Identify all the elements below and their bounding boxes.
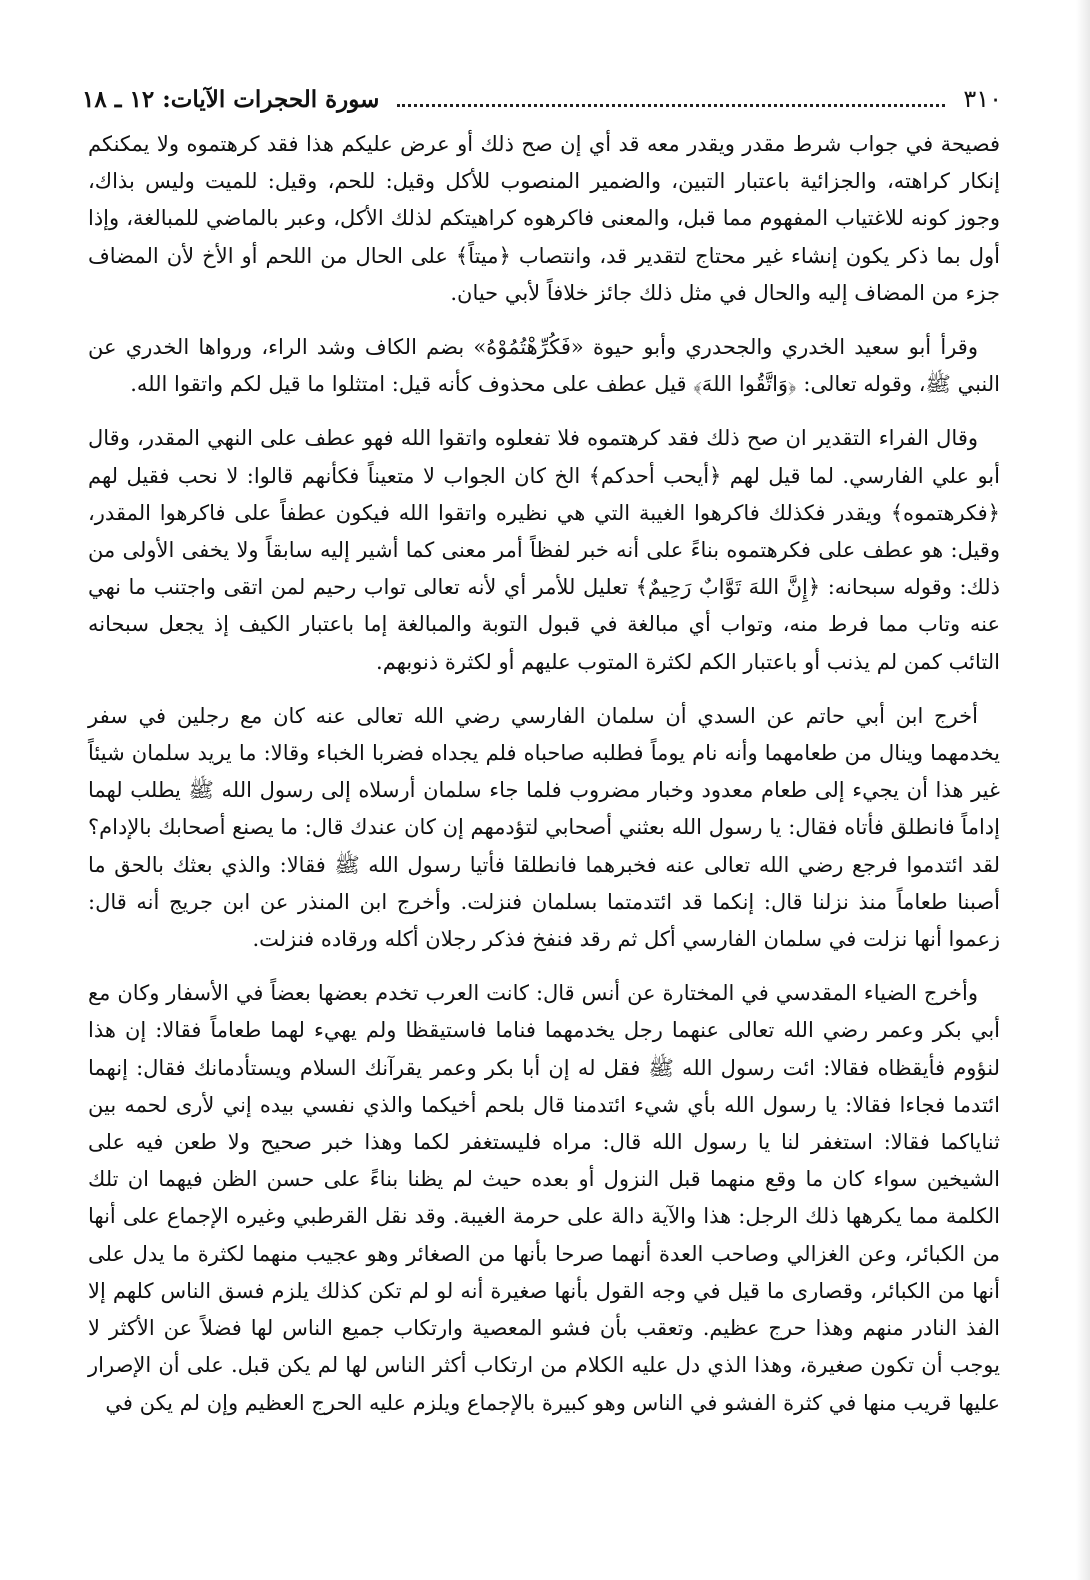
paragraph-5: وأخرج الضياء المقدسي في المختارة عن أنس قال: كانت العرب تخدم بعضها بعضاً في الأسفار وكان مع أبي بكر وعمر رضي الله تعالى عنهما رجل يخدمهما فناما فاستيقظا ولم يهيء لهما طعاماً فقالا: إن هذا لنؤوم فأيقظاه فقالا: ائت رسول الله ﷺ فقل له إن أبا بكر وعمر يقرآنك السلام ويستأدمانك فقال: إنهما ائتدما فجاءا فقالا: يا رسول الله بأي شيء ائتدمنا قال بلحم أخيكما والذي نفسي بيده إني لأرى لحمه بين ثناياكما فقالا: استغفر لنا يا رسول الله قال: مراه فليستغفر لكما وهذا خبر صحيح ولا طعن فيه على الشيخين سواء كان ما وقع منهما قبل النزول أو بعده حيث لم يظنا بناءً على حسن الظن فيهما ان تلك الكلمة مما يكرهها ذلك الرجل: هذا والآية دالة على حرمة الغيبة. وقد نقل القرطبي وغيره الإجماع على أنها من الكبائر، وعن الغزالي وصاحب العدة أنهما صرحا بأنها من الصغائر وهو عجيب منهما لكثرة ما يدل على أنها من الكبائر، وقصارى ما قيل في وجه القول بأنها صغيرة أنه لو لم تكن كذلك يلزم فسق الناس كلهم إلا الفذ النادر منهم وهذا حرج عظيم. وتعقب بأن فشو المعصية وارتكاب جميع الناس لها فضلاً عن الأكثر لا يوجب أن تكون صغيرة، وهذا الذي دل عليه الكلام من ارتكاب أكثر الناس لها لم يكن قبل. على أن الإصرار عليها قريب منها في كثرة الفشو في الناس وهو كبيرة بالإجماع ويلزم عليه الحرج العظيم وإن لم يكن في <box>88 981 1000 1415</box>
paragraph-1: فصيحة في جواب شرط مقدر ويقدر معه قد أي إن صح ذلك أو عرض عليكم هذا فقد كرهتموه ولا يمكنكم إنكار كراهته، والجزائية باعتبار التبين، والضمير المنصوب للأكل وقيل: للحم، وقيل: للميت وليس بذاك، وجوز كونه للاغتياب المفهوم مما قبل، والمعنى فاكرهوه كراهيتكم لذلك الأكل، وعبر بالماضي للمبالغة، وإذا أول بما ذكر يكون إنشاء غير محتاج لتقدير قد، وانتصاب ﴿ميتاً﴾ على الحال من اللحم أو الأخ لأن المضاف جزء من المضاف إليه والحال في مثل ذلك جائز خلافاً لأبي حيان. <box>88 132 1000 305</box>
scan-edge-shadow <box>1076 0 1090 1580</box>
paragraph-3: وقال الفراء التقدير ان صح ذلك فقد كرهتموه فلا تفعلوه واتقوا الله فهو عطف على النهي المقدر، وقال أبو علي الفارسي. لما قيل لهم ﴿أيحب أحدكم﴾ الخ كان الجواب لا متعيناً فكأنهم قالوا: لا نحب فقيل لهم ﴿فكرهتموه﴾ ويقدر فكذلك فاكرهوا الغيبة التي هي نظيره واتقوا الله فيكون عطفاً على فاكرهوا المقدر، وقيل: هو عطف على فكرهتموه بناءً على أنه خبر لفظاً أمر معنى كما أشير إليه سابقاً ولا يخفى الأولى من ذلك: وقوله سبحانه: ﴿إِنَّ اللهَ تَوَّابٌ رَحِيمٌ﴾ تعليل للأمر أي لأنه تعالى تواب رحيم لمن اتقى واجتنب ما نهي عنه وتاب مما فرط منه، وتواب أي مبالغة في قبول التوبة والمبالغة إما باعتبار الكيف إذ يجعل سبحانه التائب كمن لم يذنب أو باعتبار الكم لكثرة المتوب عليهم أو لكثرة ذنوبهم. <box>88 426 1000 674</box>
surah-title: سورة الحجرات الآيات: ١٢ ـ ١٨ <box>82 85 380 113</box>
header-dotted-leader <box>397 104 945 107</box>
paragraph-4: أخرج ابن أبي حاتم عن السدي أن سلمان الفارسي رضي الله تعالى عنه كان مع رجلين في سفر يخدمهما وينال من طعامهما وأنه نام يوماً فطلبه صاحباه فلم يجداه فضربا الخباء وقالا: ما يريد سلمان شيئاً غير هذا أن يجيء إلى طعام معدود وخبار مضروب فلما جاء سلمان أرسلاه إلى رسول الله ﷺ يطلب لهما إداماً فانطلق فأتاه فقال: يا رسول الله بعثني أصحابي لتؤدمهم إن كان عندك قال: ما يصنع أصحابك بالإدام؟ لقد ائتدموا فرجع رضي الله تعالى عنه فخبرهما فانطلقا فأتيا رسول الله ﷺ فقالا: والذي بعثك بالحق ما أصبنا طعاماً منذ نزلنا قال: إنكما قد ائتدمتما بسلمان فنزلت. وأخرج ابن المنذر عن ابن جريج أنه قال: زعموا أنها نزلت في سلمان الفارسي أكل ثم رقد فنفخ فذكر رجلان أكله ورقاده فنزلت. <box>88 703 1000 952</box>
main-text <box>88 126 1000 1422</box>
page-number: ٣١٠ <box>963 85 1002 113</box>
paragraph-2: وقرأ أبو سعيد الخدري والجحدري وأبو حيوة «فَكُرِّهْتُمُوْهُ» بضم الكاف وشد الراء، ورواها الخدري عن النبي ﷺ، وقوله تعالى: ﴿وَاتَّقُوا اللهَ﴾ قيل عطف على محذوف كأنه قيل: امتثلوا ما قيل لكم واتقوا الله. <box>88 335 1000 397</box>
running-header <box>82 82 1002 116</box>
